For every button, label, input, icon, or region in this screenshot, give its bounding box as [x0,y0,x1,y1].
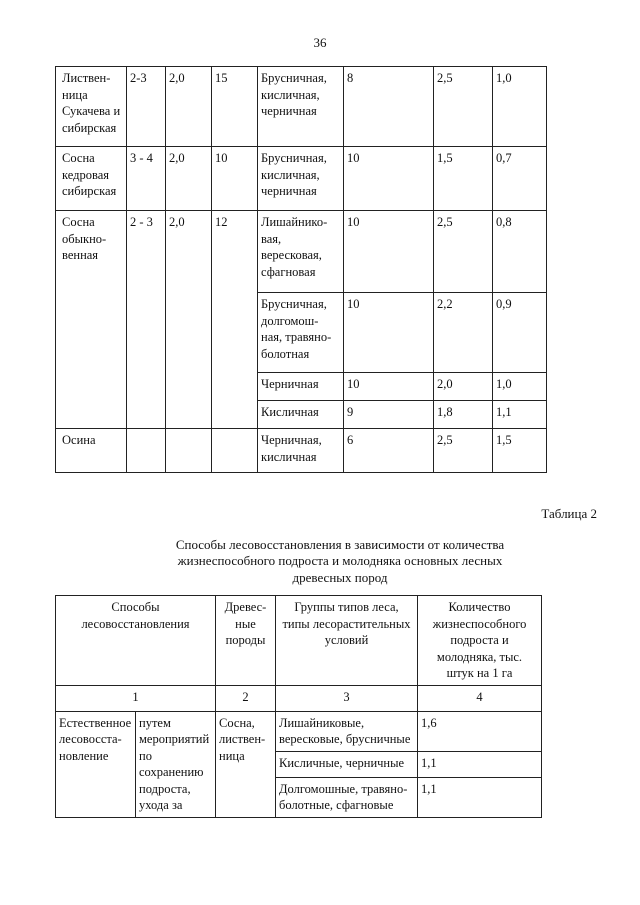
table-cell: 10 [344,373,434,401]
table-row [56,429,547,473]
column-number: 3 [276,685,418,711]
species-cell: Листвен- ница Сукачева и сибирская [56,67,127,147]
page-number: 36 [313,35,327,50]
reforestation-methods-table [55,595,542,818]
column-number-row [56,685,542,711]
column-number: 1 [56,685,216,711]
table-cell: 2,0 [166,147,212,211]
quantity-cell: 1,6 [418,711,542,751]
table-cell [212,429,258,473]
table-cell: 3 - 4 [127,147,166,211]
column-number: 4 [418,685,542,711]
table-cell: 10 [344,211,434,293]
table-cell: 1,0 [493,373,547,401]
header-quantity: Количество жизнеспособного подроста и молодняка, тыс. штук на 1 га [418,596,542,686]
forest-type-cell: Кисличная [258,401,344,429]
table-header-row [56,596,542,686]
table-title: Способы лесовосстановления в зависимости от количества жизнеспособного подроста и молодняка основных лесных древесных пород [175,537,505,585]
table-cell: 10 [344,147,434,211]
forest-group-cell: Долгомошные, травяно- болотные, сфагновые [276,777,418,817]
table-cell: 8 [344,67,434,147]
table-cell: 2,0 [166,67,212,147]
table-cell: 10 [212,147,258,211]
forest-type-cell: Брусничная, кисличная, черничная [258,67,344,147]
table-row [56,147,547,211]
table-row [56,67,547,147]
table-cell: 1,5 [434,147,493,211]
table-cell: 1,8 [434,401,493,429]
forest-group-cell: Кисличные, черничные [276,751,418,777]
table-cell: 2 - 3 [127,211,166,429]
forest-type-cell: Черничная, кисличная [258,429,344,473]
table-cell: 12 [212,211,258,429]
table-cell [166,429,212,473]
table-cell: 0,9 [493,293,547,373]
table-row [56,211,547,293]
table-cell: 15 [212,67,258,147]
method-detail-cell: путем мероприятий по сохранению подроста, ухода за [136,711,216,817]
species-cell: Сосна, листвен- ница [216,711,276,817]
forest-group-cell: Лишайниковые, вересковые, брусничные [276,711,418,751]
table-cell: 1,5 [493,429,547,473]
table-cell: 2-3 [127,67,166,147]
forest-type-cell: Брусничная, кисличная, черничная [258,147,344,211]
column-number: 2 [216,685,276,711]
table-cell: 10 [344,293,434,373]
table-cell: 1,0 [493,67,547,147]
forest-types-table [55,66,547,473]
species-cell: Осина [56,429,127,473]
method-name-cell: Естественное лесовосста- новление [56,711,136,817]
table-cell: 0,7 [493,147,547,211]
table-cell [127,429,166,473]
table-cell: 2,5 [434,429,493,473]
table-cell: 2,5 [434,211,493,293]
quantity-cell: 1,1 [418,777,542,817]
species-cell: Сосна обыкно- венная [56,211,127,429]
table-cell: 2,0 [166,211,212,429]
forest-type-cell: Лишайнико- вая, вересковая, сфагновая [258,211,344,293]
table-cell: 1,1 [493,401,547,429]
header-groups: Группы типов леса, типы лесорастительных условий [276,596,418,686]
table-caption: Таблица 2 [541,506,597,521]
table-cell: 2,0 [434,373,493,401]
table-row [56,711,542,751]
table-cell: 0,8 [493,211,547,293]
forest-type-cell: Черничная [258,373,344,401]
table-cell: 2,5 [434,67,493,147]
species-cell: Сосна кедровая сибирская [56,147,127,211]
header-species: Древес- ные породы [216,596,276,686]
forest-type-cell: Брусничная, долгомош- ная, травяно- болотная [258,293,344,373]
table-cell: 6 [344,429,434,473]
quantity-cell: 1,1 [418,751,542,777]
table-cell: 9 [344,401,434,429]
table-cell: 2,2 [434,293,493,373]
header-methods: Способы лесовосстановления [56,596,216,686]
